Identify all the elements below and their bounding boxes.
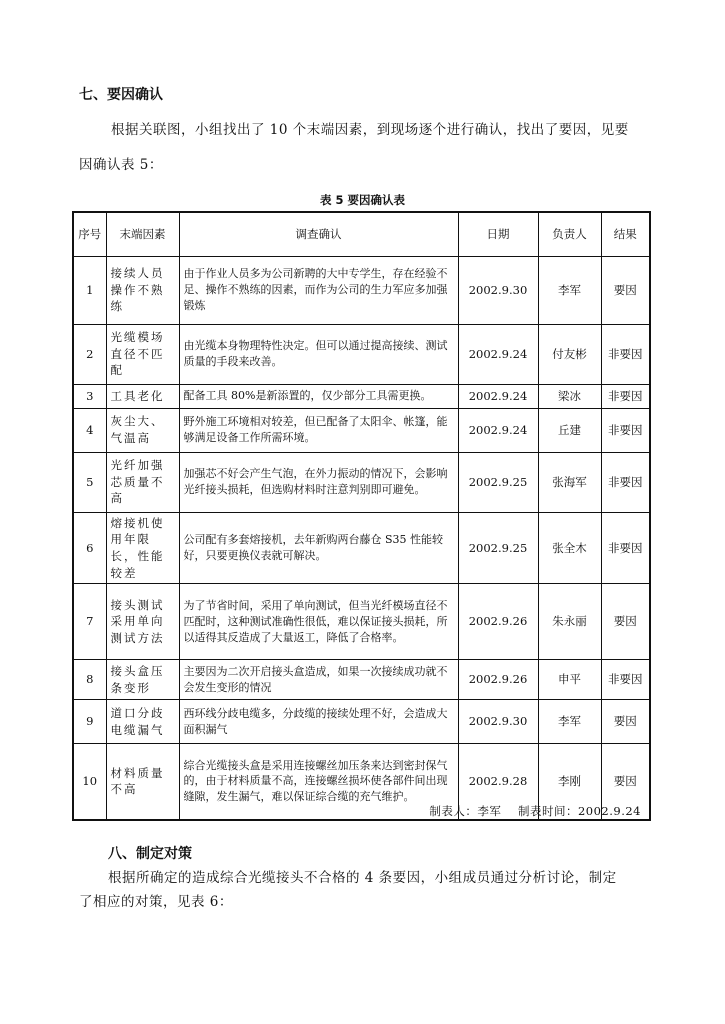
section-8-heading: 八、制定对策	[108, 846, 192, 862]
cell-date: 2002.9.28	[458, 744, 538, 820]
header-date: 日期	[458, 212, 538, 256]
table-footer: 制表人：李军 制表时间：2002.9.24	[429, 804, 641, 818]
cell-result: 要因	[601, 744, 650, 820]
cell-no: 3	[73, 384, 106, 408]
table-row	[73, 408, 650, 452]
cell-owner: 付友彬	[538, 324, 601, 384]
cell-result: 非要因	[601, 384, 650, 408]
table-row	[73, 660, 650, 700]
cell-owner: 丘建	[538, 408, 601, 452]
cell-no: 2	[73, 324, 106, 384]
section-7-paragraph-line-1: 根据关联图，小组找出了 10 个末端因素，到现场逐个进行确认，找出了要因，见要	[111, 122, 629, 138]
cell-no: 7	[73, 584, 106, 660]
header-owner: 负责人	[538, 212, 601, 256]
cell-result: 非要因	[601, 324, 650, 384]
cell-date: 2002.9.30	[458, 700, 538, 744]
cell-owner: 梁冰	[538, 384, 601, 408]
key-cause-confirmation-table	[72, 211, 651, 821]
cell-owner: 朱永丽	[538, 584, 601, 660]
cell-owner: 张全木	[538, 512, 601, 584]
cell-result: 要因	[601, 584, 650, 660]
cell-date: 2002.9.26	[458, 584, 538, 660]
cell-no: 5	[73, 452, 106, 512]
cell-result: 非要因	[601, 408, 650, 452]
cell-factor: 接续人员操作不熟练	[106, 256, 179, 324]
table-row	[73, 512, 650, 584]
cell-no: 9	[73, 700, 106, 744]
cell-date: 2002.9.25	[458, 452, 538, 512]
cell-investigation: 加强芯不好会产生气泡，在外力振动的情况下，会影响光纤接头损耗，但选购材料时注意判别即可避免。	[179, 452, 458, 512]
cell-date: 2002.9.25	[458, 512, 538, 584]
cell-date: 2002.9.24	[458, 384, 538, 408]
cell-date: 2002.9.24	[458, 408, 538, 452]
cell-no: 1	[73, 256, 106, 324]
cell-owner: 李军	[538, 256, 601, 324]
cell-factor: 工具老化	[106, 384, 179, 408]
cell-owner: 李军	[538, 700, 601, 744]
cell-result: 非要因	[601, 452, 650, 512]
table-row	[73, 700, 650, 744]
cell-date: 2002.9.30	[458, 256, 538, 324]
header-factor: 末端因素	[106, 212, 179, 256]
cell-investigation: 为了节省时间，采用了单向测试，但当光纤模场直径不匹配时，这种测试准确性很低，难以保证接头损耗，所以适得其反造成了大量返工，降低了合格率。	[179, 584, 458, 660]
cell-investigation: 主要因为二次开启接头盒造成，如果一次接续成功就不会发生变形的情况	[179, 660, 458, 700]
table-row	[73, 324, 650, 384]
cell-no: 10	[73, 744, 106, 820]
section-7-paragraph-line-2: 因确认表 5：	[79, 157, 163, 173]
section-8-paragraph-line-2: 了相应的对策，见表 6：	[79, 894, 233, 910]
table-row	[73, 384, 650, 408]
cell-no: 8	[73, 660, 106, 700]
section-7-heading: 七、要因确认	[79, 87, 163, 103]
cell-factor: 接头盒压条变形	[106, 660, 179, 700]
table-row	[73, 584, 650, 660]
cell-investigation: 由于作业人员多为公司新聘的大中专学生，存在经验不足、操作不熟练的因素，而作为公司的生力军应多加强锻炼	[179, 256, 458, 324]
cell-investigation: 公司配有多套熔接机，去年新购两台藤仓 S35 性能较好，只要更换仪表就可解决。	[179, 512, 458, 584]
cell-result: 要因	[601, 256, 650, 324]
cell-result: 非要因	[601, 660, 650, 700]
cell-date: 2002.9.26	[458, 660, 538, 700]
table-row	[73, 452, 650, 512]
cell-factor: 道口分歧电缆漏气	[106, 700, 179, 744]
table-caption: 表 5 要因确认表	[319, 193, 405, 207]
cell-result: 要因	[601, 700, 650, 744]
table-row	[73, 256, 650, 324]
cell-date: 2002.9.24	[458, 324, 538, 384]
cell-factor: 光纤加强芯质量不高	[106, 452, 179, 512]
table-header-row	[73, 212, 650, 256]
header-no: 序号	[73, 212, 106, 256]
cell-owner: 张海军	[538, 452, 601, 512]
cell-no: 4	[73, 408, 106, 452]
cell-factor: 接头测试采用单向测试方法	[106, 584, 179, 660]
cell-result: 非要因	[601, 512, 650, 584]
cell-factor: 灰尘大、气温高	[106, 408, 179, 452]
cell-investigation: 由光缆本身物理特性决定。但可以通过提高接续、测试质量的手段来改善。	[179, 324, 458, 384]
section-8-paragraph-line-1: 根据所确定的造成综合光缆接头不合格的 4 条要因，小组成员通过分析讨论，制定	[108, 870, 617, 886]
cell-owner: 李刚	[538, 744, 601, 820]
cell-factor: 光缆模场直径不匹配	[106, 324, 179, 384]
cell-factor: 材料质量不高	[106, 744, 179, 820]
cell-owner: 申平	[538, 660, 601, 700]
cell-factor: 熔接机使用年限长，性能较差	[106, 512, 179, 584]
cell-investigation: 配备工具 80%是新添置的，仅少部分工具需更换。	[179, 384, 458, 408]
header-result: 结果	[601, 212, 650, 256]
header-investigation: 调查确认	[179, 212, 458, 256]
cell-investigation: 综合光缆接头盒是采用连接螺丝加压条来达到密封保气的，由于材料质量不高，连接螺丝损坏使各部件间出现缝隙，发生漏气，难以保证综合缆的充气维护。	[179, 744, 458, 820]
cell-investigation: 野外施工环境相对较差，但已配备了太阳伞、帐篷，能够满足设备工作所需环境。	[179, 408, 458, 452]
cell-investigation: 西环线分歧电缆多，分歧缆的接续处理不好，会造成大面积漏气	[179, 700, 458, 744]
cell-no: 6	[73, 512, 106, 584]
